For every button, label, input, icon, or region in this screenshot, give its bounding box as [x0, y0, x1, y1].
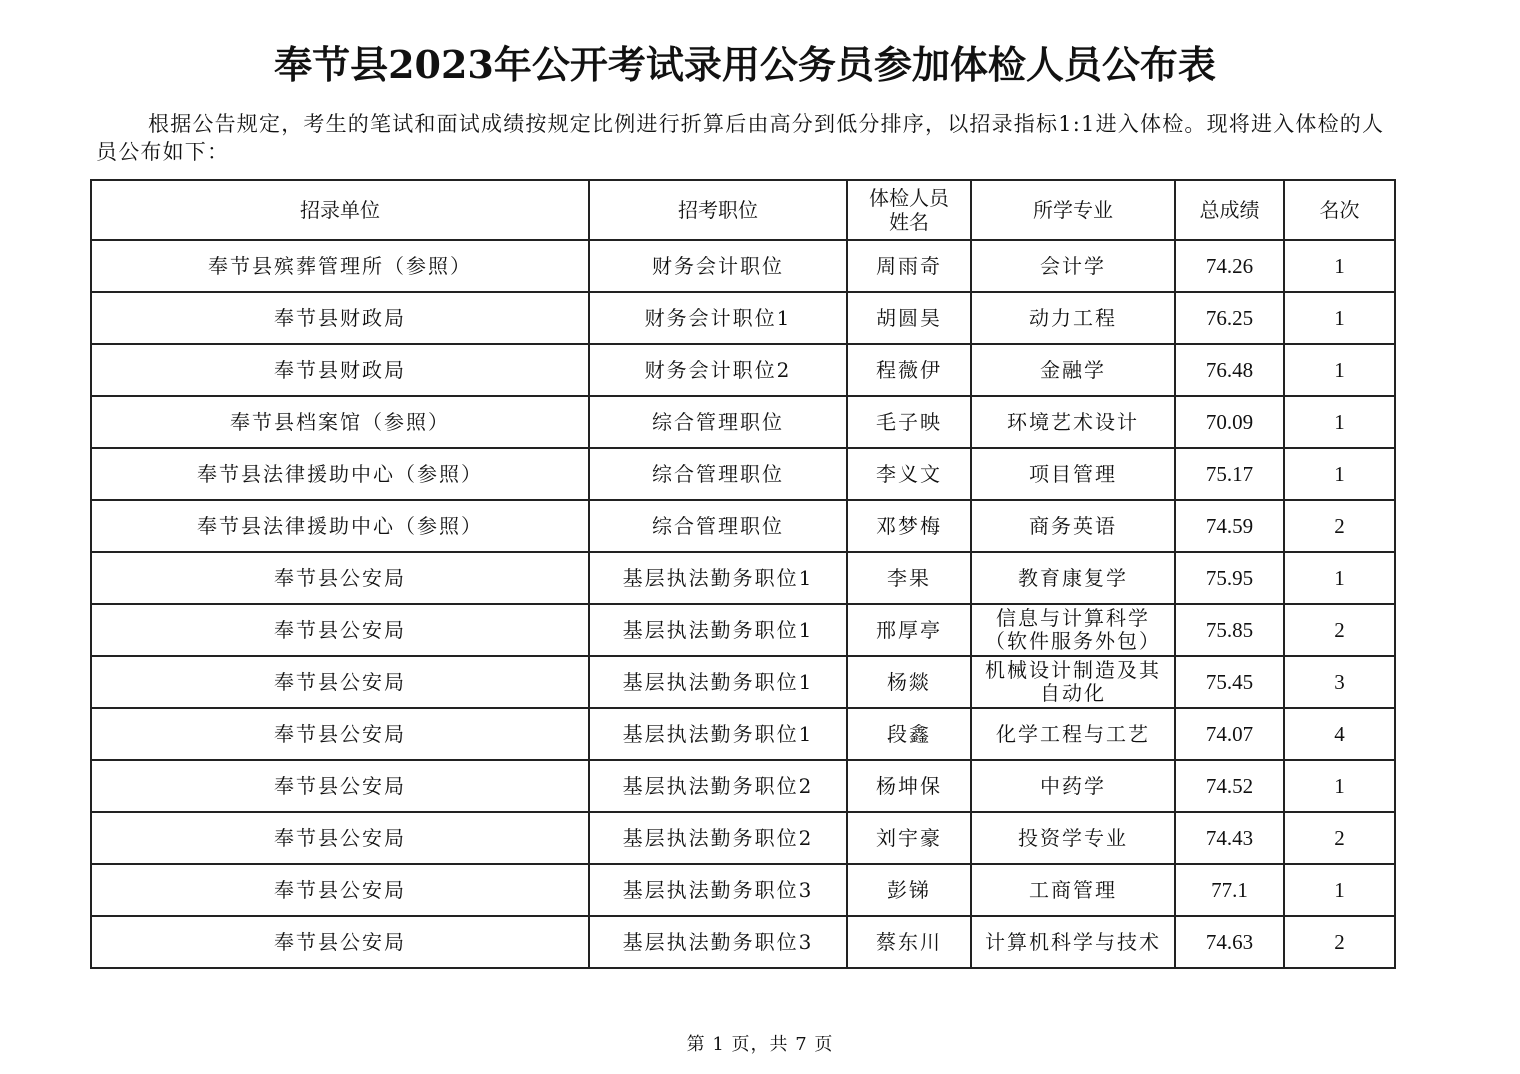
cell-unit: 奉节县公安局 [91, 864, 589, 916]
cell-position: 基层执法勤务职位3 [589, 864, 847, 916]
cell-rank: 1 [1284, 552, 1395, 604]
page-title: 奉节县2023年公开考试录用公务员参加体检人员公布表 [274, 42, 1216, 87]
header-rank: 名次 [1284, 180, 1395, 240]
cell-position: 财务会计职位 [589, 240, 847, 292]
cell-position: 基层执法勤务职位2 [589, 812, 847, 864]
cell-major: 中药学 [971, 760, 1175, 812]
cell-major: 金融学 [971, 344, 1175, 396]
cell-position: 综合管理职位 [589, 448, 847, 500]
cell-score: 75.45 [1175, 656, 1284, 708]
table-row [91, 500, 1395, 552]
table-row [91, 240, 1395, 292]
cell-major: 教育康复学 [971, 552, 1175, 604]
cell-position: 基层执法勤务职位1 [589, 604, 847, 656]
header-score: 总成绩 [1175, 180, 1284, 240]
cell-rank: 2 [1284, 812, 1395, 864]
cell-score: 75.17 [1175, 448, 1284, 500]
cell-name: 杨燚 [847, 656, 971, 708]
cell-name: 彭锑 [847, 864, 971, 916]
cell-rank: 2 [1284, 916, 1395, 968]
cell-position: 综合管理职位 [589, 500, 847, 552]
cell-unit: 奉节县档案馆（参照） [91, 396, 589, 448]
cell-name: 邓梦梅 [847, 500, 971, 552]
cell-unit: 奉节县公安局 [91, 656, 589, 708]
table-row [91, 760, 1395, 812]
table-row [91, 708, 1395, 760]
cell-score: 75.85 [1175, 604, 1284, 656]
cell-score: 74.63 [1175, 916, 1284, 968]
cell-name: 蔡东川 [847, 916, 971, 968]
cell-rank: 1 [1284, 448, 1395, 500]
cell-rank: 1 [1284, 864, 1395, 916]
cell-score: 77.1 [1175, 864, 1284, 916]
cell-unit: 奉节县公安局 [91, 916, 589, 968]
cell-position: 基层执法勤务职位1 [589, 708, 847, 760]
cell-position: 财务会计职位1 [589, 292, 847, 344]
cell-unit: 奉节县公安局 [91, 812, 589, 864]
intro-paragraph: 根据公告规定，考生的笔试和面试成绩按规定比例进行折算后由高分到低分排序，以招录指标1:1进入体检。现将进入体检的人员公布如下： [96, 112, 1385, 164]
cell-name: 胡圆昊 [847, 292, 971, 344]
cell-name: 邢厚亭 [847, 604, 971, 656]
cell-rank: 2 [1284, 500, 1395, 552]
cell-major: 动力工程 [971, 292, 1175, 344]
cell-major: 会计学 [971, 240, 1175, 292]
table-row [91, 552, 1395, 604]
cell-name: 段鑫 [847, 708, 971, 760]
table-row [91, 292, 1395, 344]
header-unit: 招录单位 [91, 180, 589, 240]
cell-name: 李果 [847, 552, 971, 604]
table-header-row [91, 180, 1395, 240]
cell-major: 工商管理 [971, 864, 1175, 916]
cell-name: 刘宇豪 [847, 812, 971, 864]
cell-position: 基层执法勤务职位1 [589, 552, 847, 604]
cell-rank: 4 [1284, 708, 1395, 760]
cell-unit: 奉节县公安局 [91, 760, 589, 812]
cell-name: 李义文 [847, 448, 971, 500]
cell-score: 76.25 [1175, 292, 1284, 344]
cell-unit: 奉节县法律援助中心（参照） [91, 448, 589, 500]
cell-unit: 奉节县殡葬管理所（参照） [91, 240, 589, 292]
cell-unit: 奉节县公安局 [91, 604, 589, 656]
cell-unit: 奉节县公安局 [91, 708, 589, 760]
cell-major: 机械设计制造及其自动化 [971, 656, 1175, 708]
cell-major: 信息与计算科学（软件服务外包） [971, 604, 1175, 656]
cell-rank: 1 [1284, 292, 1395, 344]
cell-rank: 3 [1284, 656, 1395, 708]
cell-rank: 2 [1284, 604, 1395, 656]
results-table [90, 179, 1396, 969]
cell-position: 综合管理职位 [589, 396, 847, 448]
cell-name: 毛子映 [847, 396, 971, 448]
table-row [91, 344, 1395, 396]
cell-name: 杨坤保 [847, 760, 971, 812]
cell-rank: 1 [1284, 240, 1395, 292]
cell-unit: 奉节县公安局 [91, 552, 589, 604]
cell-rank: 1 [1284, 344, 1395, 396]
cell-score: 74.52 [1175, 760, 1284, 812]
cell-name: 周雨奇 [847, 240, 971, 292]
page-footer: 第 1 页，共 7 页 [686, 1034, 834, 1055]
cell-name: 程薇伊 [847, 344, 971, 396]
cell-rank: 1 [1284, 760, 1395, 812]
header-name: 体检人员姓名 [847, 180, 971, 240]
table-row [91, 916, 1395, 968]
cell-major: 计算机科学与技术 [971, 916, 1175, 968]
cell-unit: 奉节县财政局 [91, 344, 589, 396]
cell-position: 基层执法勤务职位3 [589, 916, 847, 968]
header-position: 招考职位 [589, 180, 847, 240]
cell-score: 74.59 [1175, 500, 1284, 552]
cell-unit: 奉节县财政局 [91, 292, 589, 344]
table-row [91, 656, 1395, 708]
cell-major: 化学工程与工艺 [971, 708, 1175, 760]
header-major: 所学专业 [971, 180, 1175, 240]
table-row [91, 604, 1395, 656]
cell-score: 74.07 [1175, 708, 1284, 760]
cell-score: 76.48 [1175, 344, 1284, 396]
cell-position: 基层执法勤务职位1 [589, 656, 847, 708]
cell-major: 投资学专业 [971, 812, 1175, 864]
cell-unit: 奉节县法律援助中心（参照） [91, 500, 589, 552]
cell-score: 75.95 [1175, 552, 1284, 604]
table-row [91, 812, 1395, 864]
cell-score: 70.09 [1175, 396, 1284, 448]
cell-major: 商务英语 [971, 500, 1175, 552]
cell-position: 基层执法勤务职位2 [589, 760, 847, 812]
cell-major: 环境艺术设计 [971, 396, 1175, 448]
cell-major: 项目管理 [971, 448, 1175, 500]
cell-score: 74.43 [1175, 812, 1284, 864]
table-row [91, 396, 1395, 448]
cell-score: 74.26 [1175, 240, 1284, 292]
cell-rank: 1 [1284, 396, 1395, 448]
cell-position: 财务会计职位2 [589, 344, 847, 396]
table-row [91, 448, 1395, 500]
table-row [91, 864, 1395, 916]
